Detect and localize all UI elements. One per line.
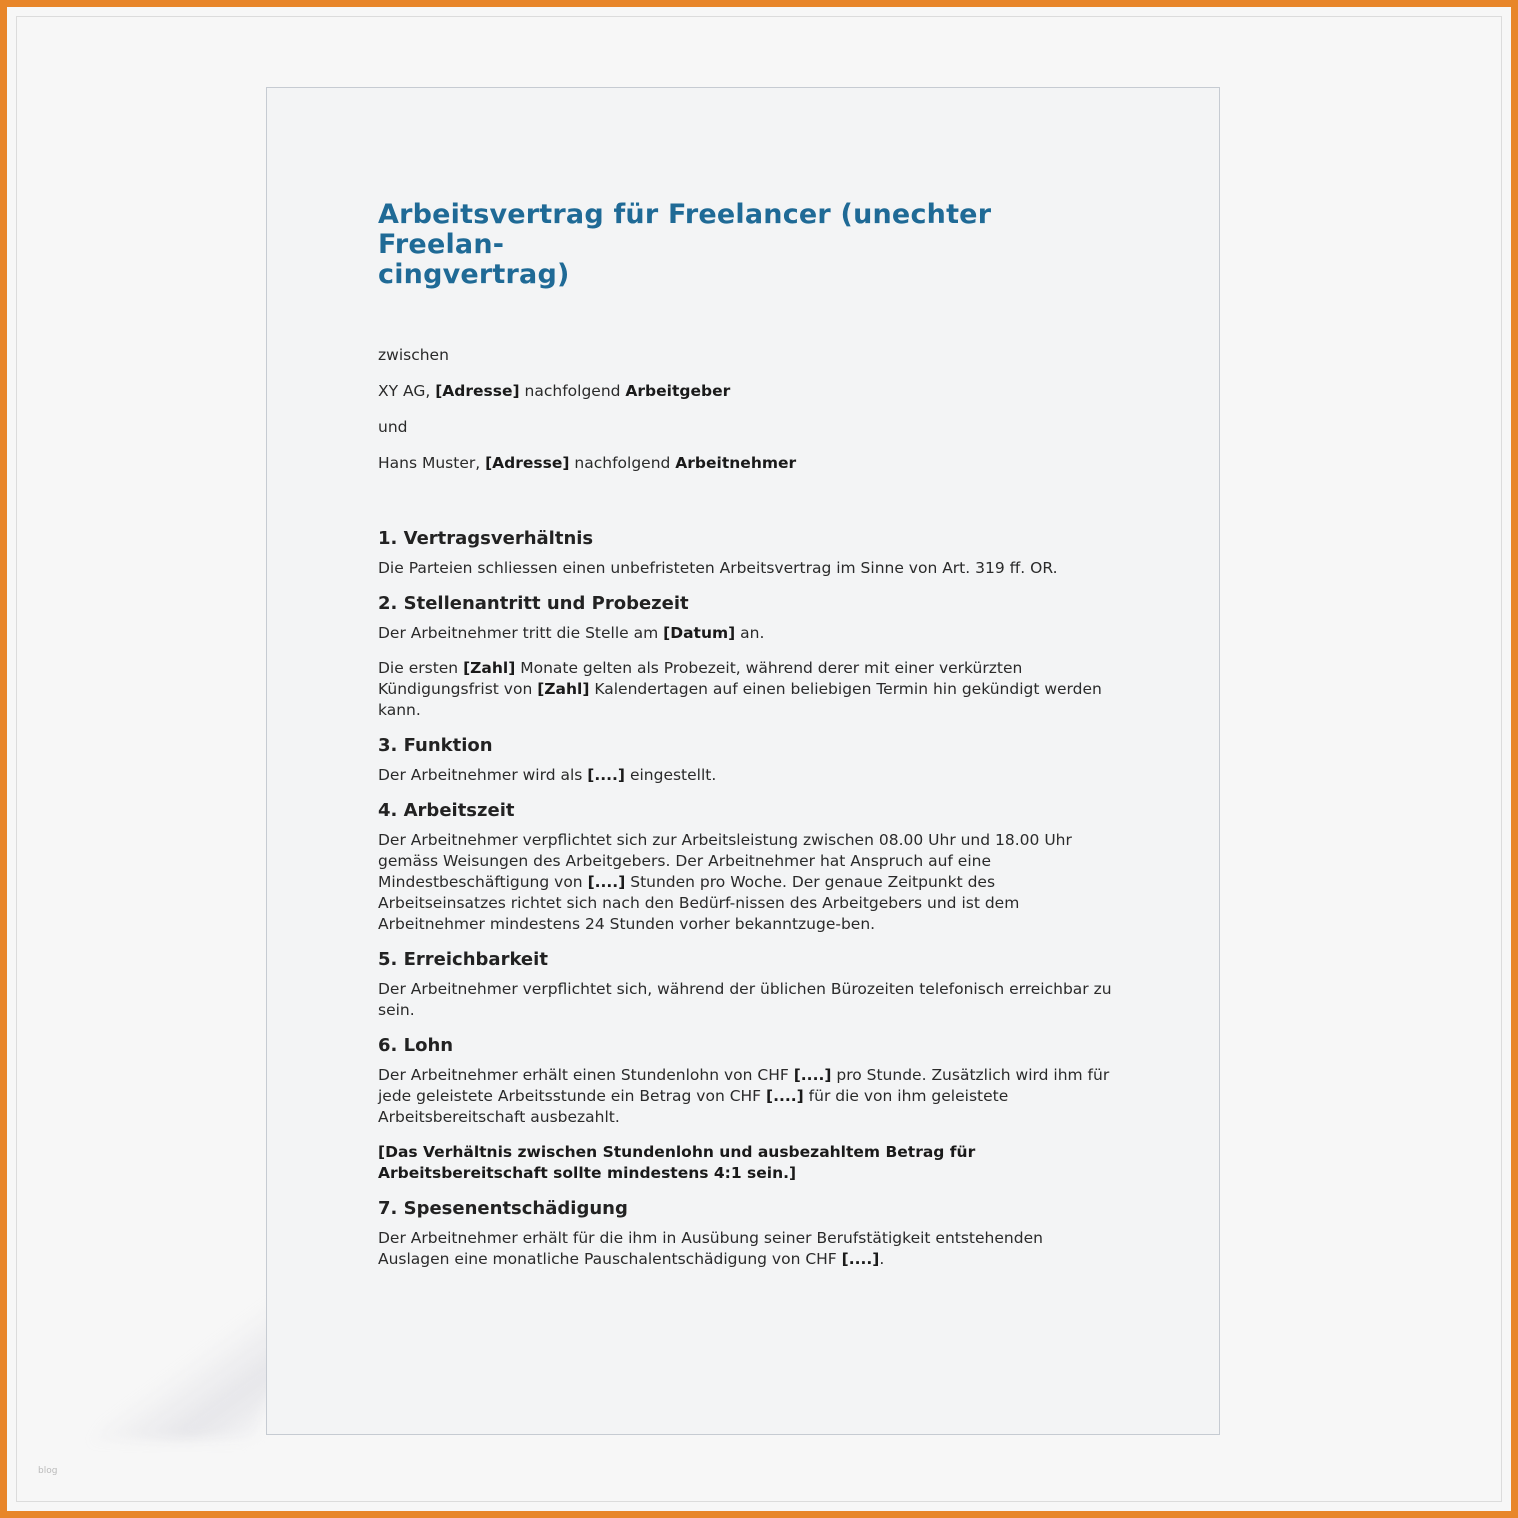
section-erreichbarkeit — [378, 949, 1118, 1021]
parties-employer — [378, 382, 1118, 401]
employee-name: Hans Muster, — [378, 454, 486, 472]
section-heading: 3. Funktion — [378, 735, 493, 756]
section-text — [378, 830, 1118, 935]
section-text — [378, 623, 1118, 644]
placeholder-blank: [....] — [793, 1066, 832, 1084]
text-run: für die von ihm geleistete Arbeitsbereitschaft ausbezahlt. — [378, 1087, 1009, 1126]
section-funktion — [378, 735, 1118, 786]
section-heading: 5. Erreichbarkeit — [378, 949, 548, 970]
text-run: Der Arbeitnehmer tritt die Stelle am — [378, 624, 664, 642]
text-run: pro Stunde. Zusätzlich wird ihm für jede geleistete Arbeitsstunde ein Betrag von CHF — [378, 1066, 1110, 1105]
employer-address: [Adresse] — [435, 382, 520, 400]
placeholder-zahl: [Zahl] — [537, 680, 590, 698]
text-run: . — [879, 1250, 885, 1268]
document-page — [266, 87, 1220, 1435]
text-run: Stunden pro Woche. Der genaue Zeitpunkt des Arbeitseinsatzes richtet sich nach den Bedürf-nissen des Arbeitgebers und ist dem Arbeitnehmer mindestens 24 Stunden vorher bekanntzuge-ben. — [378, 873, 1020, 933]
title-line-1: Arbeitsvertrag für Freelancer (unechter Freelan- — [378, 199, 992, 260]
section-heading: 4. Arbeitszeit — [378, 800, 515, 821]
placeholder-blank: [....] — [766, 1087, 804, 1105]
text-run: eingestellt. — [625, 766, 717, 784]
section-lohn — [378, 1035, 1118, 1184]
section-text: Der Arbeitnehmer verpflichtet sich, während der üblichen Bürozeiten telefonisch erreichbar zu sein. — [378, 980, 1112, 1019]
placeholder-blank: [....] — [587, 766, 626, 784]
text-run: Der Arbeitnehmer erhält einen Stundenlohn von CHF — [378, 1066, 794, 1084]
text-run: Der Arbeitnehmer erhält für die ihm in Ausübung seiner Berufstätigkeit entstehenden Auslagen eine monatliche Pauschalentschädigung von CHF — [378, 1229, 1043, 1268]
section-spesenentschaedigung — [378, 1198, 1118, 1270]
section-text — [378, 765, 1118, 786]
text-run: Der Arbeitnehmer verpflichtet sich zur Arbeitsleistung zwischen 08.00 Uhr und 18.00 Uhr gemäss Weisungen des Arbeitgebers. Der Arbeitnehmer hat Anspruch auf eine Mindestbeschäftigung von — [378, 831, 1072, 891]
section-text — [378, 1065, 1118, 1128]
text-run: an. — [735, 624, 765, 642]
watermark-text: blog — [38, 1466, 58, 1476]
placeholder-blank: [....] — [587, 873, 626, 891]
parties-block — [378, 346, 1118, 473]
section-vertragsverhaeltnis — [378, 528, 1118, 579]
section-text: Die Parteien schliessen einen unbefristeten Arbeitsvertrag im Sinne von Art. 319 ff. OR. — [378, 559, 1058, 577]
section-arbeitszeit — [378, 800, 1118, 935]
text-run: Der Arbeitnehmer wird als — [378, 766, 588, 784]
parties-employee — [378, 454, 1118, 473]
placeholder-blank: [....] — [841, 1250, 880, 1268]
text-run: Monate gelten als Probezeit, während derer mit einer verkürzten Kündigungsfrist von — [378, 659, 1023, 698]
parties-und: und — [378, 418, 408, 436]
section-text — [378, 658, 1118, 721]
section-heading: 6. Lohn — [378, 1035, 454, 1056]
section-heading: 1. Vertragsverhältnis — [378, 528, 594, 549]
section-heading: 2. Stellenantritt und Probezeit — [378, 593, 689, 614]
employee-role: Arbeitnehmer — [675, 454, 797, 472]
lohn-note: [Das Verhältnis zwischen Stundenlohn und ausbezahltem Betrag für Arbeitsbereitschaft sollte mindestens 4:1 sein.] — [378, 1143, 976, 1182]
section-heading: 7. Spesenentschädigung — [378, 1198, 628, 1219]
parties-zwischen: zwischen — [378, 346, 449, 364]
employee-address: [Adresse] — [485, 454, 570, 472]
placeholder-datum: [Datum] — [663, 624, 736, 642]
text-run: Kalendertagen auf einen beliebigen Termin hin gekündigt werden kann. — [378, 680, 1102, 719]
document-title — [378, 200, 1118, 290]
title-line-2: cingvertrag) — [378, 259, 570, 290]
employer-role: Arbeitgeber — [625, 382, 731, 400]
placeholder-zahl: [Zahl] — [463, 659, 516, 677]
employee-connector: nachfolgend — [569, 454, 676, 472]
employer-name: XY AG, — [378, 382, 436, 400]
document-content — [378, 200, 1118, 1284]
text-run: Die ersten — [378, 659, 464, 677]
section-text — [378, 1228, 1118, 1270]
section-stellenantritt — [378, 593, 1118, 721]
employer-connector: nachfolgend — [519, 382, 626, 400]
